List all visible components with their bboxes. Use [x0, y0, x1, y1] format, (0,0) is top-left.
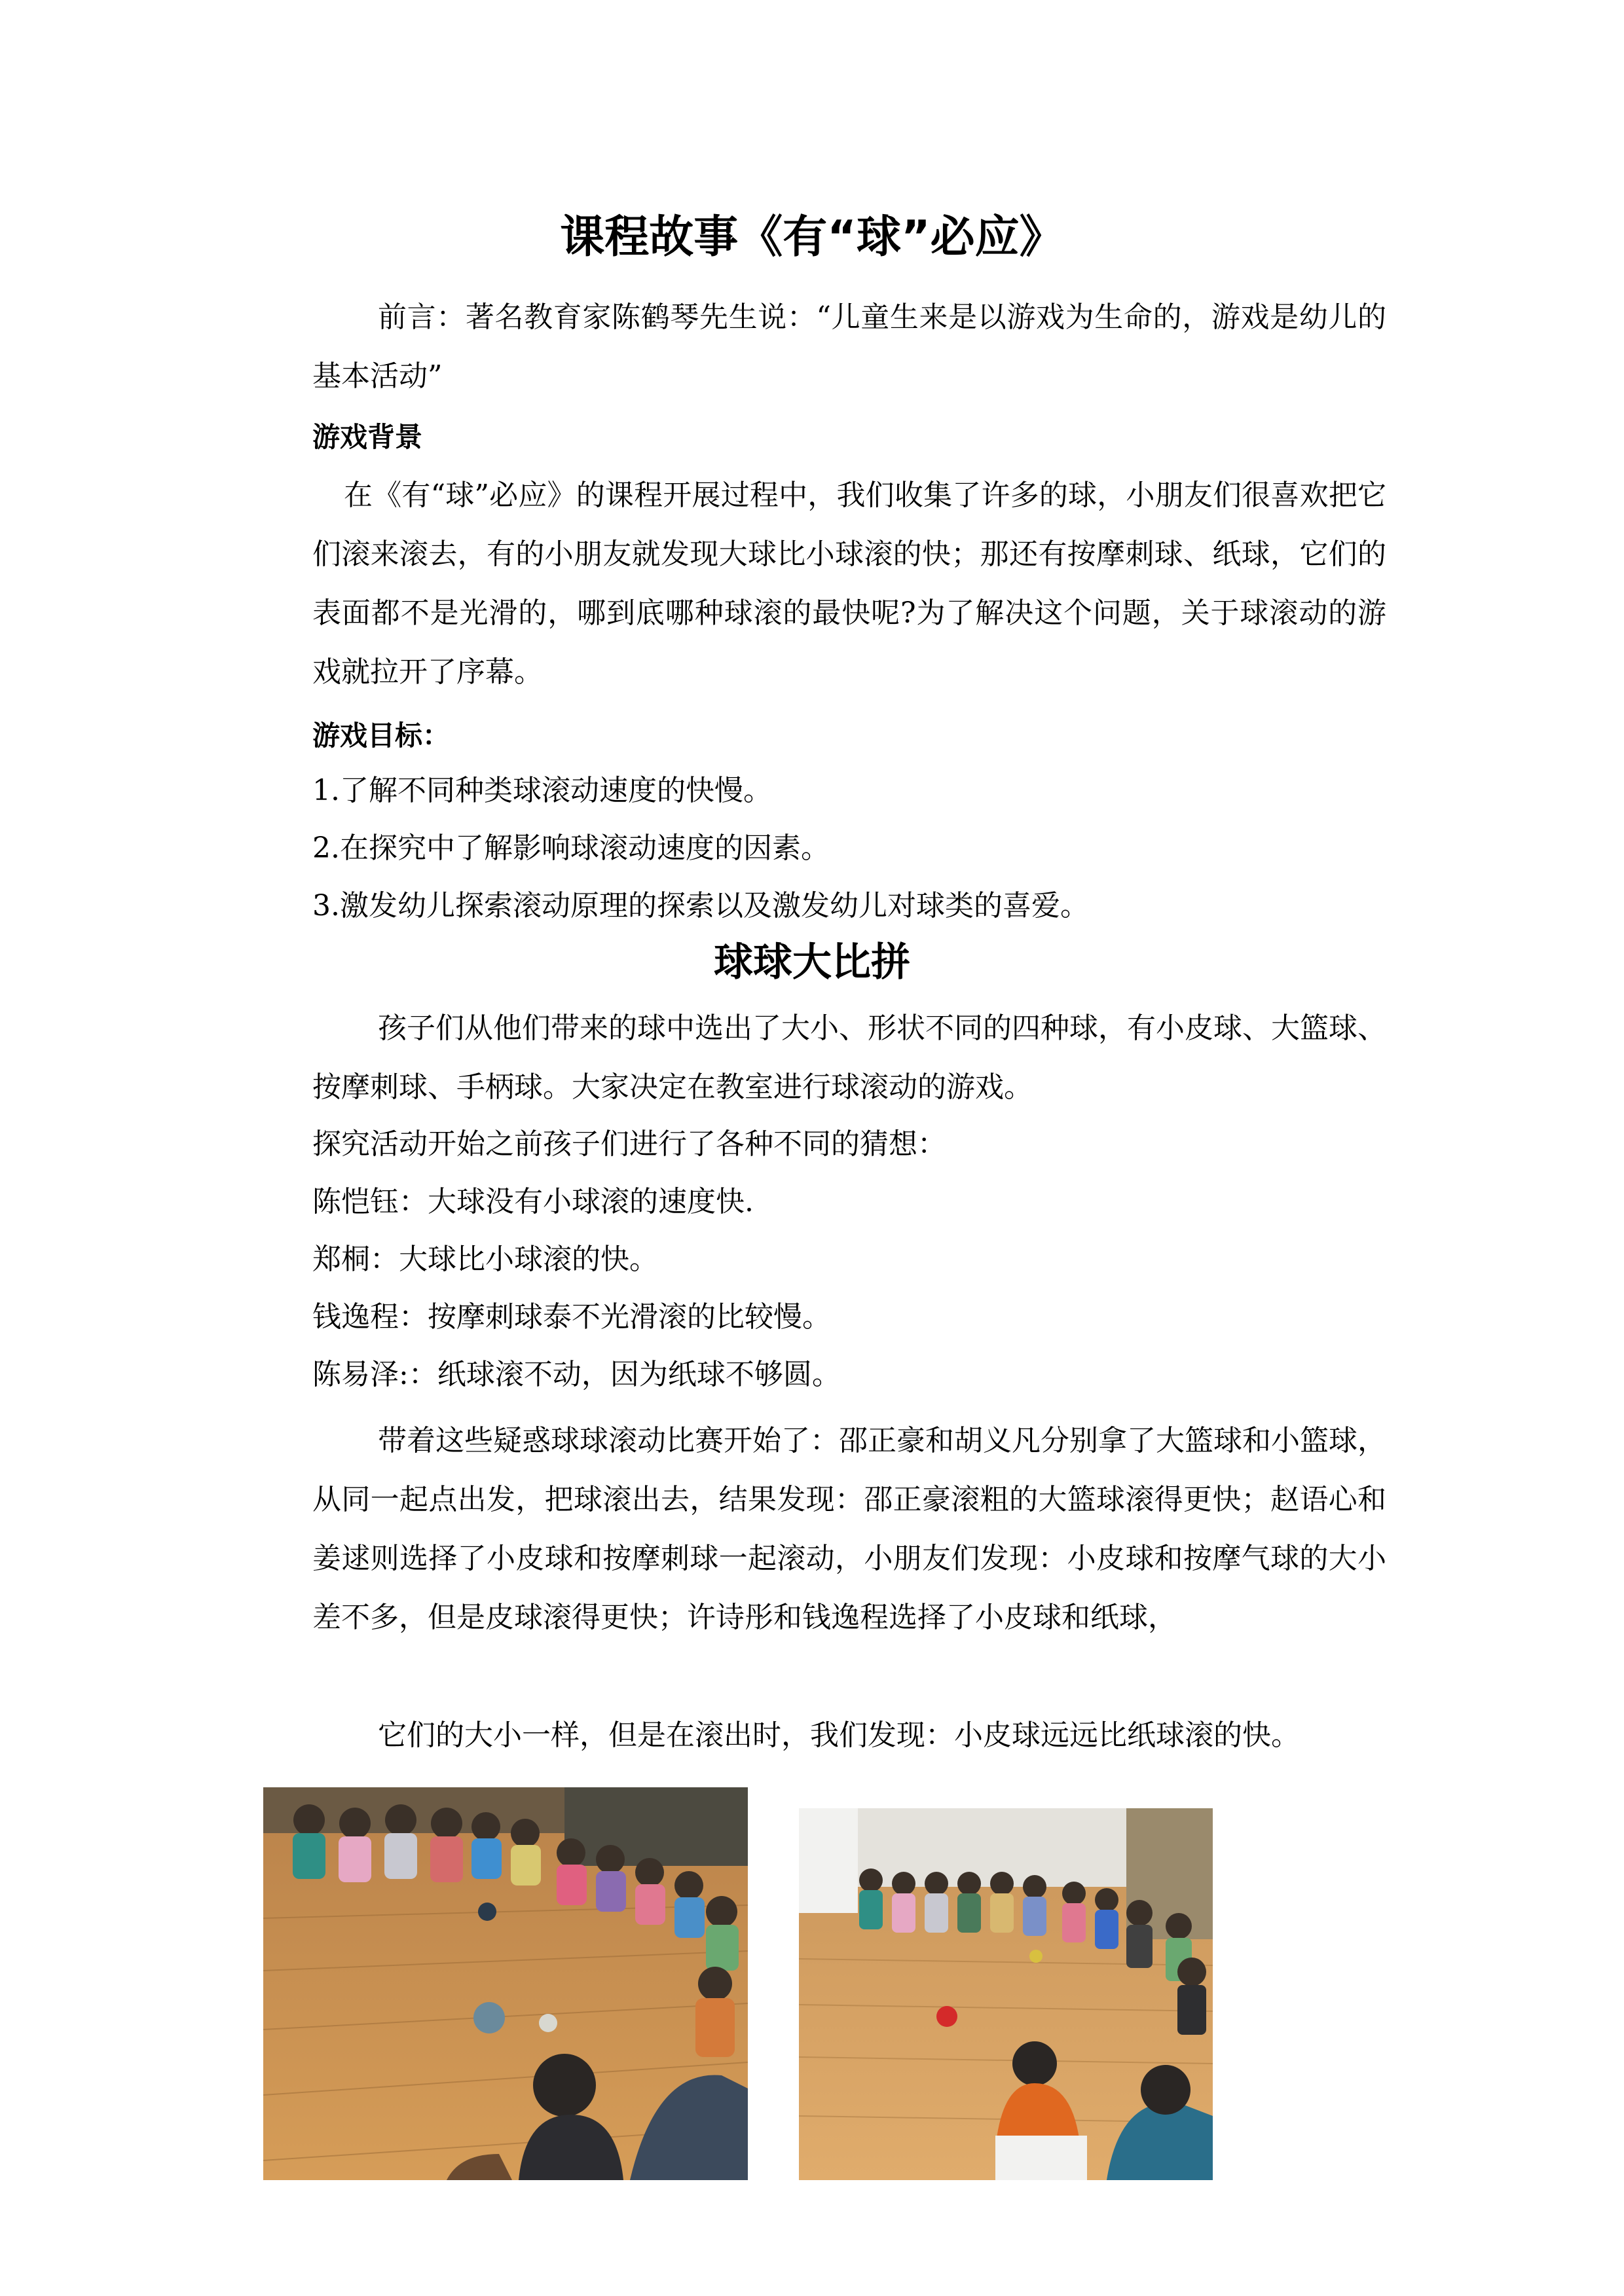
- guess-item: 陈易泽:：纸球滚不动，因为纸球不够圆。: [312, 1358, 841, 1391]
- classroom-photo-2: [799, 1808, 1213, 2180]
- goals-heading: 游戏目标：: [312, 720, 451, 752]
- guess-item: 陈恺钰：大球没有小球滚的速度快.: [312, 1185, 754, 1218]
- section-title: 球球大比拼: [714, 939, 910, 985]
- paragraph-race-results: 带着这些疑惑球球滚动比赛开始了：邵正豪和胡义凡分别拿了大篮球和小篮球，从同一起点出发，把球滚出去，结果发现：邵正豪滚粗的大篮球滚得更快；赵语心和姜逑则选择了小皮球和按摩刺球一起滚动，小朋友们发现：小皮球和按摩气球的大小差不多，但是皮球滚得更快；许诗彤和钱逸程选择了小皮球和纸球，: [312, 1424, 1386, 1634]
- paragraph-balls-chosen: 孩子们从他们带来的球中选出了大小、形状不同的四种球，有小皮球、大篮球、按摩刺球、手柄球。大家决定在教室进行球滚动的游戏。: [312, 1011, 1386, 1104]
- preface-paragraph: 前言：著名教育家陈鹤琴先生说：“儿童生来是以游戏为生命的，游戏是幼儿的基本活动”: [312, 301, 1386, 393]
- goal-item-2: 2.在探究中了解影响球滚动速度的因素。: [312, 831, 830, 865]
- background-paragraph: 在《有“球”必应》的课程开展过程中，我们收集了许多的球，小朋友们很喜欢把它们滚来滚去，有的小朋友就发现大球比小球滚的快；那还有按摩刺球、纸球，它们的表面都不是光滑的，哪到底哪种球滚的最快呢?为了解决这个问题，关于球滚动的游戏就拉开了序幕。: [312, 479, 1386, 689]
- paragraph-conclusion: 它们的大小一样，但是在滚出时，我们发现：小皮球远远比纸球滚的快。: [378, 1719, 1300, 1752]
- guess-intro: 探究活动开始之前孩子们进行了各种不同的猜想：: [312, 1127, 946, 1161]
- document-title: 课程故事《有“球”必应》: [560, 211, 1064, 263]
- goal-item-3: 3.激发幼儿探索滚动原理的探索以及激发幼儿对球类的喜爱。: [312, 889, 1089, 922]
- classroom-photo-1: [263, 1787, 748, 2180]
- guess-item: 郑桐：大球比小球滚的快。: [312, 1243, 658, 1276]
- background-heading: 游戏背景: [312, 421, 423, 453]
- guess-item: 钱逸程：按摩刺球泰不光滑滚的比较慢。: [312, 1300, 831, 1334]
- goal-item-1: 1.了解不同种类球滚动速度的快慢。: [312, 774, 772, 807]
